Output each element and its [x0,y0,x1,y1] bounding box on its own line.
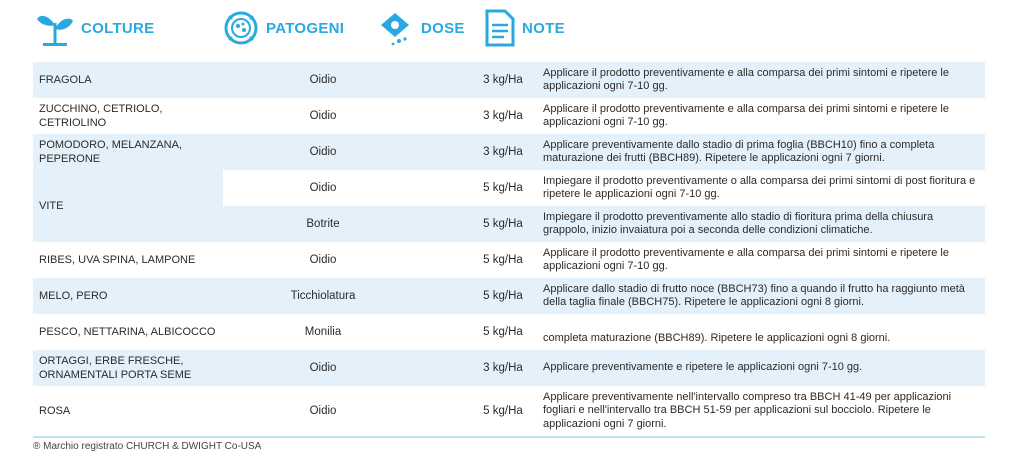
note-cell: Applicare il prodotto preventivamente e alla comparsa dei primi sintomi e ripetere le applicazioni ogni 7-10 gg. [543,102,949,128]
note-cell: Applicare il prodotto preventivamente e alla comparsa dei primi sintomi e ripetere le applicazioni ogni 7-10 gg. [543,246,949,272]
pathogen-icon [222,9,260,47]
table-row [33,62,985,98]
table-bottom-divider [33,436,985,438]
note-cell: Applicare preventivamente dallo stadio di prima foglia (BBCH10) fino a completa maturazione dei frutti (BBCH89). Ripetere le applicazioni ogni 7 giorni. [543,138,935,164]
note-cell: Applicare dallo stadio di frutto noce (BBCH73) fino a quando il frutto ha raggiunto metà della taglia finale (BBCH75). Ripetere le applicazioni ogni 8 giorni. [543,282,965,308]
note-cell: Applicare preventivamente nell'intervallo compreso tra BBCH 41-49 per applicazioni fogliari e nell'intervallo tra BBCH 51-59 per applicazioni sul bocciolo. Ripetere le applicazioni ogni 7 giorni. [543,390,952,430]
crop-cell: ORTAGGI, ERBE FRESCHE, ORNAMENTALI PORTA SEME [39,355,192,381]
sprout-icon [35,9,75,47]
table-row [33,242,985,278]
table-row [33,278,985,314]
pathogen-cell: Oidio [309,362,337,374]
dose-cell: 5 kg/Ha [483,290,523,302]
header-dose-label: DOSE [421,19,465,37]
pathogen-cell: Ticchiolatura [290,290,356,302]
header-patogeni [222,8,344,48]
table-subrow [223,170,985,206]
product-table [33,62,985,436]
note-cell: Applicare preventivamente e ripetere le applicazioni ogni 7-10 gg. [543,361,863,374]
table-row [33,350,985,386]
note-document-icon [484,8,516,48]
pathogen-cell: Monilia [304,326,342,338]
table-subrow [223,206,985,242]
table-row [33,98,985,134]
crop-cell: POMODORO, MELANZANA, PEPERONE [39,139,183,165]
dose-cell: 5 kg/Ha [483,326,523,338]
note-cell: Applicare il prodotto preventivamente e alla comparsa dei primi sintomi e ripetere le applicazioni ogni 7-10 gg. [543,66,949,92]
note-cell: Impiegare il prodotto preventivamente o alla comparsa dei primi sintomi di post fioritura e ripetere le applicazioni ogni 7-10 gg. [543,174,976,200]
table-header [0,0,1024,56]
trademark-footnote: ® Marchio registrato CHURCH & DWIGHT Co-USA [33,441,262,452]
crop-cell: PESCO, NETTARINA, ALBICOCCO [39,326,216,338]
header-colture [35,8,154,48]
dose-cell: 3 kg/Ha [483,110,523,122]
table-row [33,134,985,170]
crop-cell: RIBES, UVA SPINA, LAMPONE [39,254,196,266]
dose-cell: 5 kg/Ha [483,182,523,194]
dose-cell: 3 kg/Ha [483,362,523,374]
crop-cell: MELO, PERO [39,290,108,302]
header-note-label: NOTE [522,19,565,37]
pathogen-cell: Botrite [306,218,340,230]
pathogen-cell: Oidio [309,405,337,417]
dose-cell: 5 kg/Ha [483,405,523,417]
note-cell: Impiegare il prodotto preventivamente allo stadio di fioritura prima della chiusura grappolo, inizio invaiatura poi a seconda delle condizioni climatiche. [543,210,934,236]
table-row-group [33,170,985,242]
note-cell: completa maturazione (BBCH89). Ripetere le applicazioni ogni 8 giorni. [543,332,891,345]
header-note [484,8,565,48]
pathogen-cell: Oidio [309,74,337,86]
header-dose [375,8,465,48]
dose-cell: 3 kg/Ha [483,74,523,86]
header-colture-label: COLTURE [81,19,155,37]
pathogen-cell: Oidio [309,110,337,122]
crop-cell: ROSA [39,405,71,417]
header-patogeni-label: PATOGENI [266,19,345,37]
crop-cell: FRAGOLA [39,74,92,86]
dose-cell: 5 kg/Ha [483,218,523,230]
dose-icon [375,9,415,47]
crop-cell: ZUCCHINO, CETRIOLO, CETRIOLINO [39,103,163,129]
pathogen-cell: Oidio [309,254,337,266]
pathogen-cell: Oidio [309,146,337,158]
table-row [33,386,985,436]
crop-cell: VITE [33,170,223,242]
dose-cell: 5 kg/Ha [483,254,523,266]
table-row [33,314,985,350]
dose-cell: 3 kg/Ha [483,146,523,158]
pathogen-cell: Oidio [309,182,337,194]
